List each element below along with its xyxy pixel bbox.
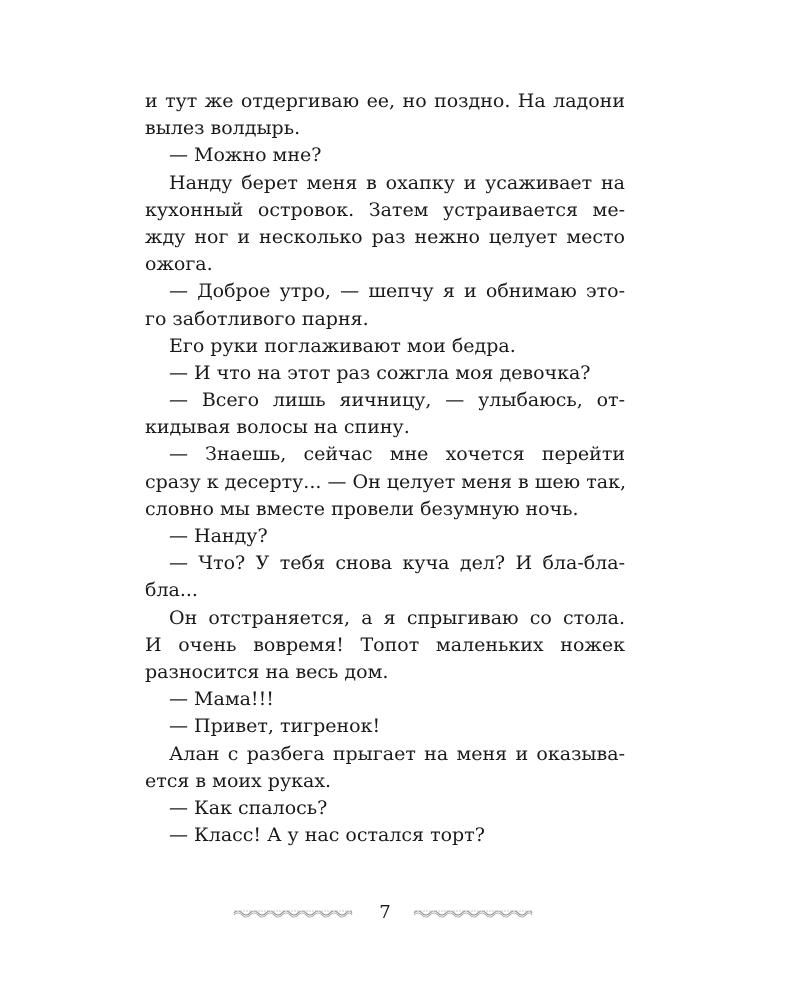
text-line: — Привет, тигренок! (169, 715, 381, 738)
decorative-rule-icon (412, 908, 534, 918)
text-line: жду ног и несколько раз нежно целует место (145, 225, 625, 248)
text-line: — Как спалось? (169, 796, 328, 819)
text-line: Его руки поглаживают мои бедра. (169, 334, 516, 357)
text-line: — Можно мне? (169, 144, 322, 167)
text-line: вылез волдырь. (145, 117, 301, 140)
text-line: — Класс! А у нас остался торт? (169, 824, 485, 847)
text-line: Нанду берет меня в охапку и усаживает на (169, 171, 625, 194)
page-number: 7 (379, 902, 391, 923)
text-line: — Знаешь, сейчас мне хочется перейти (169, 443, 625, 466)
text-line: и тут же отдергиваю ее, но поздно. На ладони (145, 90, 625, 112)
text-line: — И что на этот раз сожгла моя девочка? (169, 361, 591, 384)
text-line: кидывая волосы на спину. (145, 416, 410, 439)
text-line: кухонный островок. Затем устраивается ме- (145, 198, 625, 221)
text-line: ется в моих руках. (145, 769, 332, 792)
text-line: разносится на весь дом. (145, 660, 389, 683)
text-line: го заботливого парня. (145, 307, 369, 330)
text-line: бла... (145, 579, 198, 602)
text-line: И очень вовремя! Топот маленьких ножек (145, 633, 625, 656)
text-line: — Всего лишь яичницу, — улыбаюсь, от- (169, 389, 625, 412)
text-line: ожога. (145, 253, 213, 276)
decorative-rule-icon (232, 908, 354, 918)
text-line: Алан с разбега прыгает на меня и оказыва- (169, 742, 625, 765)
text-line: — Доброе утро, — шепчу я и обнимаю это- (169, 280, 625, 303)
text-line: — Что? У тебя снова куча дел? И бла-бла- (169, 552, 625, 575)
book-page-text (145, 88, 625, 849)
text-line: — Нанду? (169, 525, 268, 547)
text-line: Он отстраняется, а я спрыгиваю со стола. (169, 606, 625, 629)
text-line: словно мы вместе провели безумную ночь. (145, 497, 579, 520)
text-line: сразу к десерту... — Он целует меня в шею так, (145, 470, 626, 493)
page-footer (0, 900, 800, 926)
text-line: — Мама!!! (169, 688, 274, 711)
